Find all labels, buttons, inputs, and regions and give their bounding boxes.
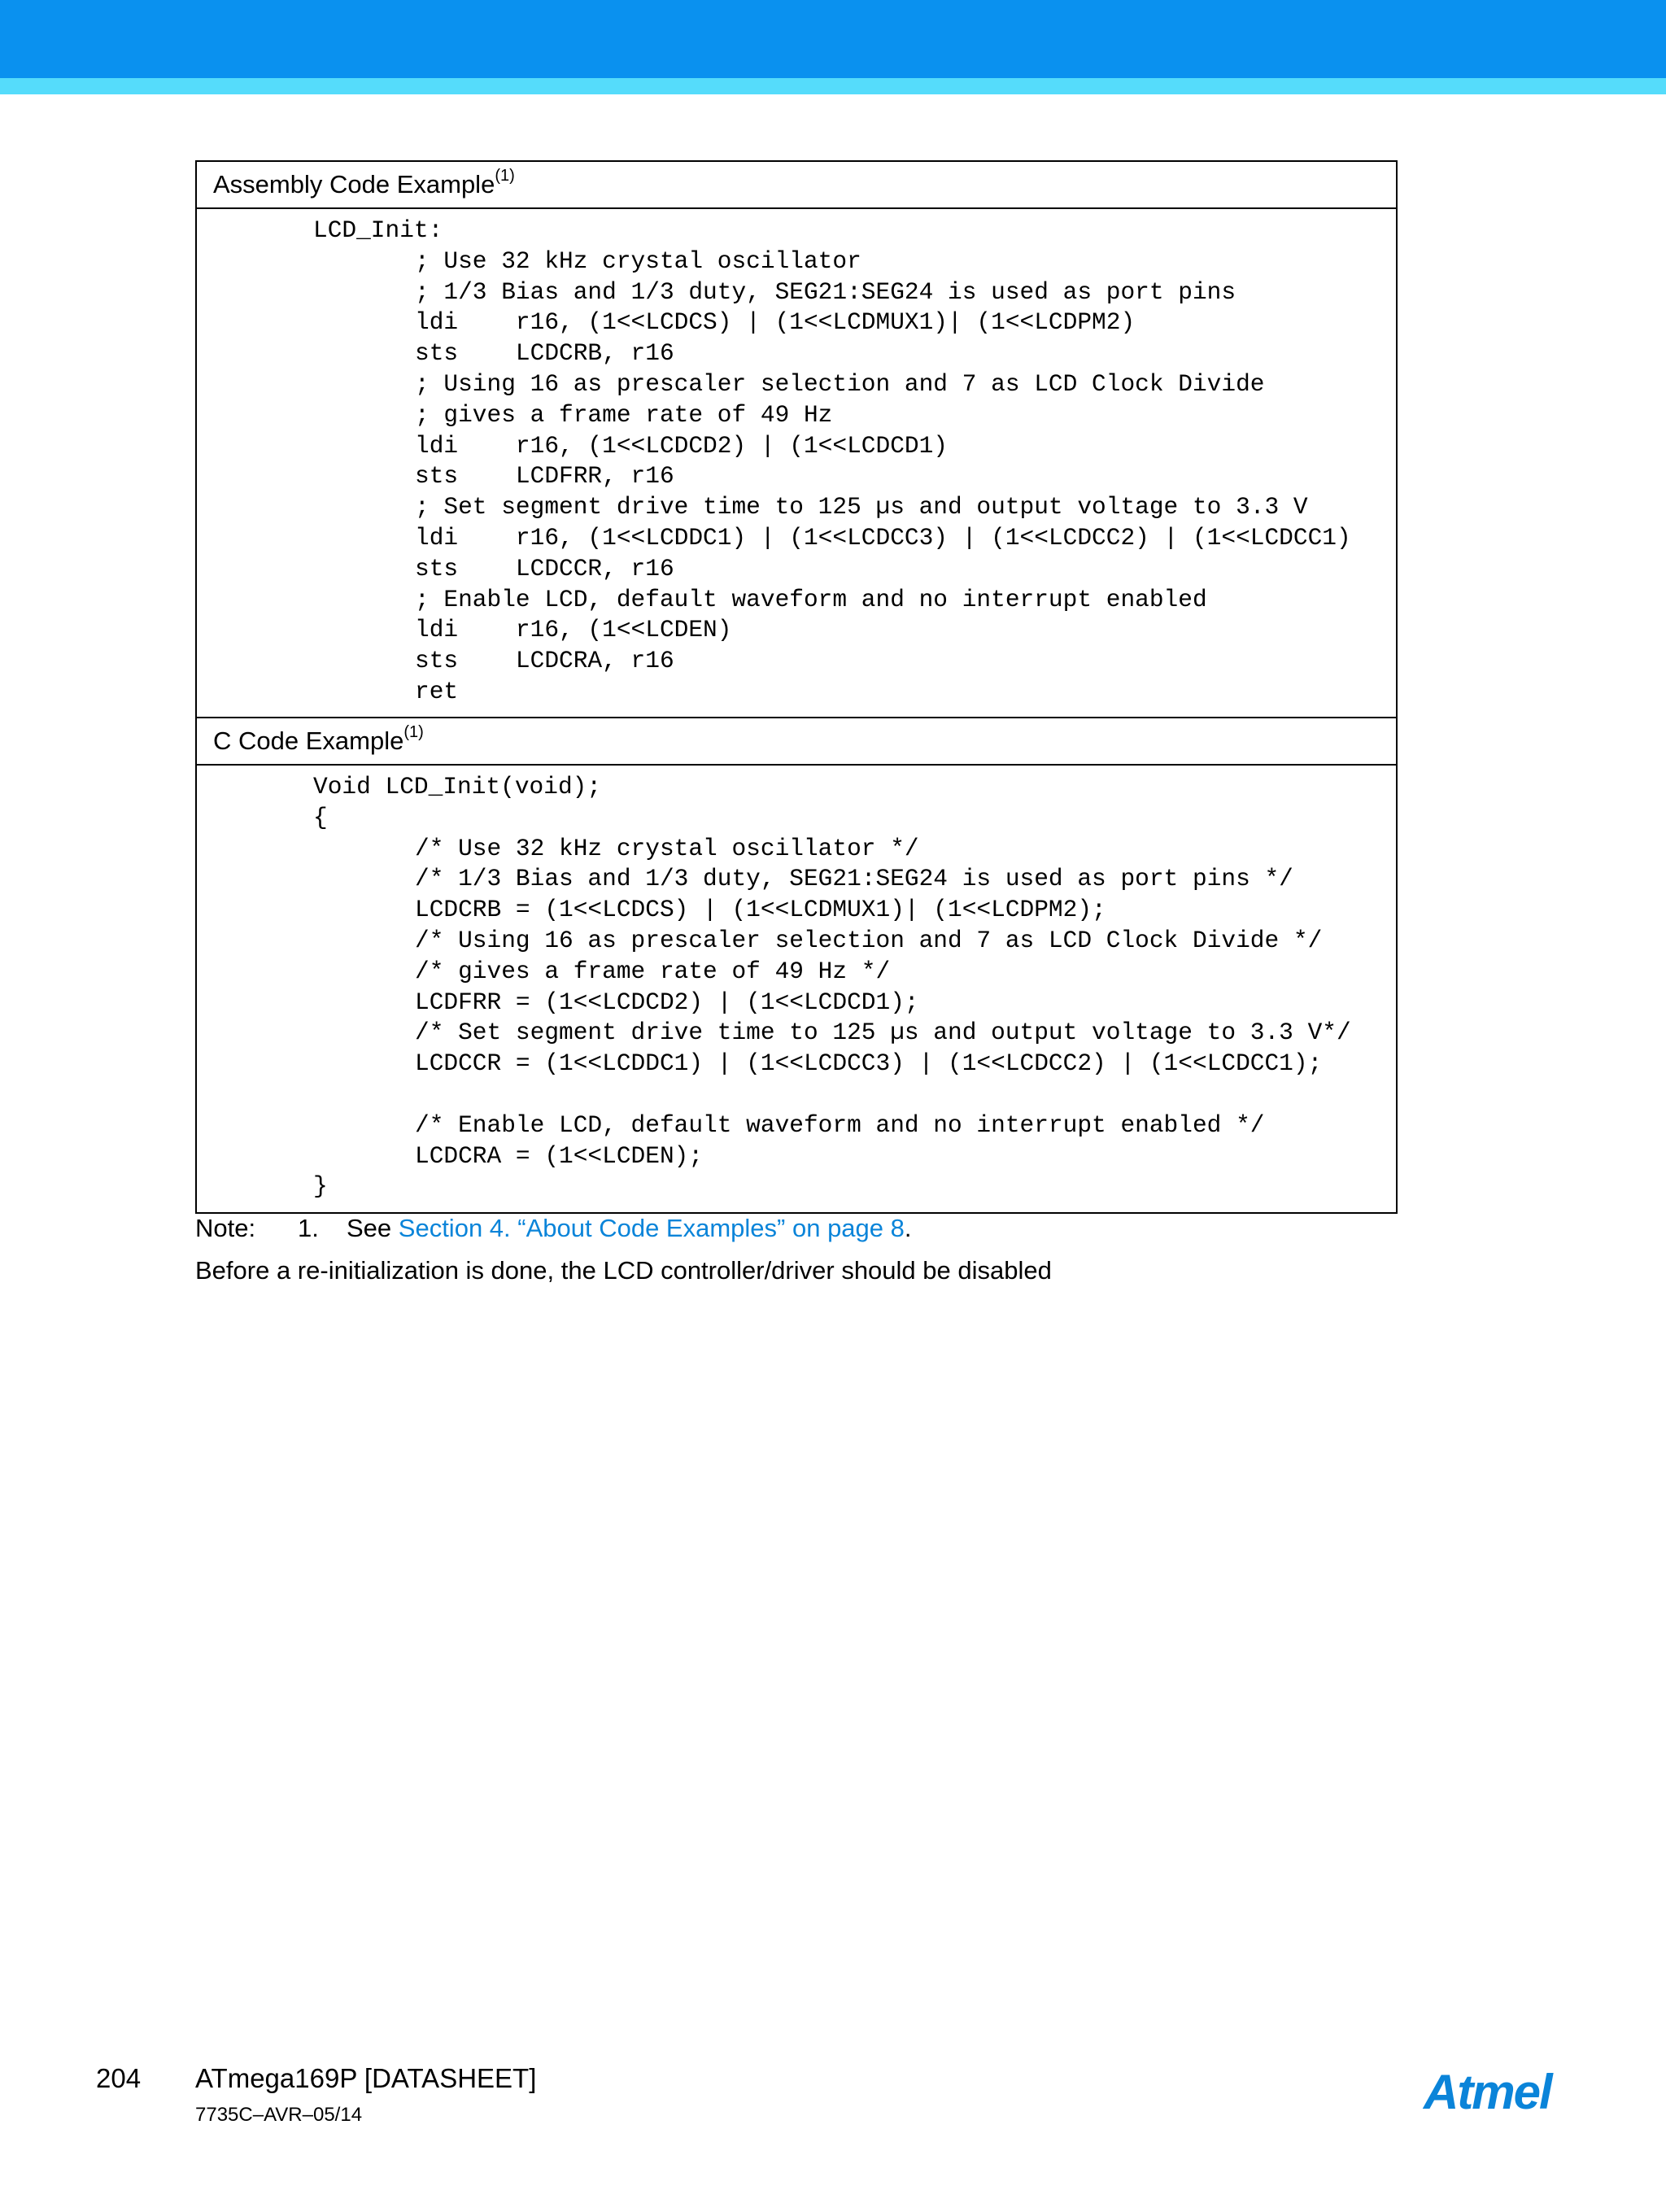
code-line: Void LCD_Init(void);: [313, 773, 602, 801]
code-line: /* Use 32 kHz crystal oscillator */: [415, 834, 919, 862]
body-paragraph: Before a re-initialization is done, the LCD controller/driver should be disabled: [195, 1256, 1052, 1285]
code-line: ; 1/3 Bias and 1/3 duty, SEG21:SEG24 is used as port pins: [415, 277, 1236, 306]
code-line: ret: [415, 677, 459, 705]
atmel-logo: [1422, 2065, 1573, 2122]
code-line: ; Using 16 as prescaler selection and 7 as LCD Clock Divide: [415, 369, 1265, 398]
code-line: sts LCDFRR, r16: [415, 462, 674, 491]
page-number: 204: [96, 2063, 142, 2093]
assembly-code-block: [197, 209, 1396, 718]
code-line: /* 1/3 Bias and 1/3 duty, SEG21:SEG24 is used as port pins */: [415, 865, 1293, 893]
code-examples-link[interactable]: Section 4. “About Code Examples” on page 8: [398, 1214, 905, 1242]
code-line: sts LCDCRA, r16: [415, 647, 674, 675]
code-line: LCDFRR = (1<<LCDCD2) | (1<<LCDCD1);: [415, 988, 919, 1016]
code-line: ; Use 32 kHz crystal oscillator: [415, 247, 861, 275]
code-line: ldi r16, (1<<LCDCS) | (1<<LCDMUX1)| (1<<LCDPM2): [415, 308, 1136, 337]
footnote: [195, 1212, 912, 1245]
code-line: ldi r16, (1<<LCDEN): [415, 616, 732, 644]
c-title: C Code Example: [213, 726, 404, 755]
code-line: [197, 1080, 1396, 1110]
assembly-title: Assembly Code Example: [213, 170, 495, 199]
code-line: ; Set segment drive time to 125 µs and output voltage to 3.3 V: [415, 493, 1308, 521]
code-line: sts LCDCRB, r16: [415, 339, 674, 368]
code-line: /* Enable LCD, default waveform and no interrupt enabled */: [415, 1110, 1265, 1139]
note-number: 1.: [298, 1214, 319, 1242]
code-line: ; gives a frame rate of 49 Hz: [415, 400, 833, 429]
code-line: /* Set segment drive time to 125 µs and output voltage to 3.3 V*/: [415, 1019, 1351, 1047]
header-band: [0, 0, 1666, 78]
code-line: LCD_Init:: [313, 216, 443, 244]
code-line: /* gives a frame rate of 49 Hz */: [415, 957, 891, 985]
document-title: ATmega169P [DATASHEET]: [195, 2063, 537, 2093]
code-line: }: [313, 1172, 328, 1201]
c-code-block: [197, 766, 1396, 1212]
document-code: 7735C–AVR–05/14: [195, 2104, 363, 2126]
code-line: /* Using 16 as prescaler selection and 7 as LCD Clock Divide */: [415, 926, 1323, 954]
header-accent-band: [0, 78, 1666, 94]
code-example-table: [195, 160, 1398, 1214]
note-label: Note:: [195, 1214, 256, 1242]
code-line: LCDCRB = (1<<LCDCS) | (1<<LCDMUX1)| (1<<LCDPM2);: [415, 896, 1106, 924]
code-line: ; Enable LCD, default waveform and no interrupt enabled: [415, 585, 1207, 613]
note-prefix: See: [347, 1214, 399, 1242]
assembly-section-header: [197, 162, 1396, 209]
code-line: ldi r16, (1<<LCDDC1) | (1<<LCDCC3) | (1<<LCDCC2) | (1<<LCDCC1): [415, 523, 1351, 552]
c-section-header: [197, 718, 1396, 766]
code-line: LCDCRA = (1<<LCDEN);: [415, 1141, 704, 1170]
code-line: sts LCDCCR, r16: [415, 554, 674, 582]
note-suffix: .: [904, 1214, 912, 1242]
code-line: ldi r16, (1<<LCDCD2) | (1<<LCDCD1): [415, 431, 949, 460]
code-line: {: [313, 803, 328, 831]
atmel-logo-text: Atmel: [1424, 2065, 1551, 2119]
code-line: LCDCCR = (1<<LCDDC1) | (1<<LCDCC3) | (1<<LCDCC2) | (1<<LCDCC1);: [415, 1049, 1323, 1078]
c-footnote-ref: (1): [403, 722, 424, 741]
assembly-footnote-ref: (1): [495, 166, 515, 185]
